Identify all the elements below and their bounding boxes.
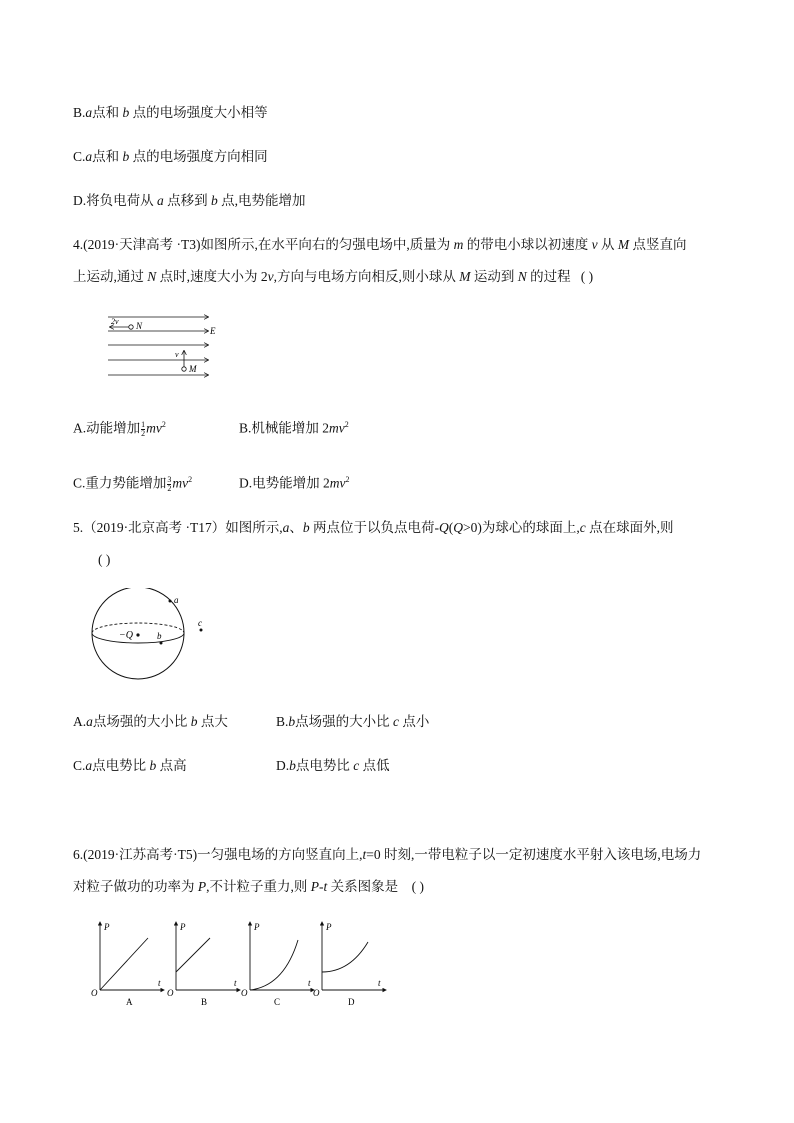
- label-c: c: [198, 618, 202, 628]
- var: b: [122, 149, 130, 164]
- text: 关系图象是: [330, 879, 399, 894]
- text: 4.(2019·天津高考 ·T3)如图所示,在水平向右的匀强电场中,质量为: [73, 237, 451, 252]
- charge-dot: [136, 633, 139, 636]
- q6-stem-line2: [73, 878, 424, 896]
- var: mv: [329, 420, 345, 436]
- curve-offset-parabola: [322, 942, 368, 972]
- label-m: M: [189, 364, 197, 374]
- q3-option-b: [73, 104, 268, 122]
- var: m: [453, 237, 464, 252]
- label-2v: 2v: [111, 317, 119, 326]
- ball-m: [182, 367, 186, 371]
- label-n: N: [136, 321, 143, 331]
- q5-sphere-figure: [86, 588, 216, 684]
- fraction-three-halves: [167, 476, 171, 493]
- text: 从: [600, 237, 615, 252]
- text: A.动能增加: [73, 420, 141, 436]
- label-o: O: [313, 988, 320, 998]
- text: -: [319, 879, 324, 894]
- var: P: [310, 879, 319, 894]
- q5-option-b: [276, 713, 429, 731]
- label-t: t: [234, 978, 237, 988]
- var: b: [190, 714, 198, 729]
- var: N: [147, 269, 157, 284]
- text: 点电势比: [295, 758, 350, 773]
- label-a: a: [174, 595, 179, 605]
- q6-stem-line1: [73, 846, 701, 864]
- var: c: [579, 520, 586, 535]
- text: 点场强的大小比: [92, 714, 188, 729]
- var: P: [197, 879, 207, 894]
- exponent: 2: [344, 420, 349, 429]
- text: >0)为球心的球面上,: [463, 520, 580, 535]
- q5-stem-line1: [73, 519, 673, 537]
- fraction-half: [141, 421, 145, 438]
- exponent: 2: [345, 475, 350, 484]
- var: b: [122, 105, 130, 120]
- label-t: t: [308, 978, 311, 988]
- equator-back: [92, 623, 184, 633]
- q3-option-d: [73, 192, 306, 210]
- text: 点在球面外,则: [589, 520, 674, 535]
- text: D.电势能增加 2: [239, 475, 330, 491]
- var: c: [393, 714, 400, 729]
- var: b: [149, 758, 157, 773]
- q5-answer-blank: ( ): [98, 552, 111, 567]
- text: 对粒子做功的功率为: [73, 879, 195, 894]
- ball-n: [129, 325, 133, 329]
- text: D.将负电荷从: [73, 193, 154, 208]
- text: 点移到: [167, 193, 208, 208]
- text: B.: [73, 105, 86, 120]
- label-p: P: [104, 922, 110, 932]
- text: 运动到: [473, 269, 515, 284]
- var: v: [267, 269, 274, 284]
- var: b: [289, 758, 296, 773]
- numerator: 1: [141, 419, 146, 429]
- exponent: 2: [188, 475, 193, 484]
- text: 点低: [362, 758, 390, 773]
- var: N: [517, 269, 527, 284]
- text: A.: [73, 714, 87, 729]
- var: mv: [172, 475, 189, 491]
- label-v: v: [175, 350, 179, 359]
- label-neg-q: −Q: [119, 630, 133, 641]
- q6-graph-options: [88, 916, 388, 1008]
- text: 上运动,通过: [73, 269, 144, 284]
- graph-letter: D: [348, 997, 355, 1007]
- text: 点大: [200, 714, 228, 729]
- point-a: [169, 600, 172, 603]
- text: B.: [276, 714, 289, 729]
- var: Q: [453, 520, 463, 535]
- text: 点高: [159, 758, 187, 773]
- q4-option-c: [73, 471, 192, 493]
- var: a: [86, 714, 93, 729]
- graph-a: [91, 922, 164, 1007]
- graph-letter: A: [126, 997, 133, 1007]
- label-b: b: [157, 631, 162, 641]
- label-p: P: [326, 922, 332, 932]
- exponent: 2: [161, 420, 166, 429]
- label-o: O: [167, 988, 174, 998]
- q5-option-c: [73, 757, 187, 775]
- var: a: [85, 149, 93, 164]
- text: 点时,速度大小为 2: [159, 269, 268, 284]
- q4-option-b: [239, 416, 349, 438]
- label-o: O: [241, 988, 248, 998]
- graph-letter: B: [201, 997, 208, 1007]
- text: C.重力势能增加: [73, 475, 167, 491]
- var: mv: [329, 475, 346, 491]
- label-p: P: [254, 922, 260, 932]
- text: D.: [276, 758, 290, 773]
- graph-d: [313, 922, 386, 1007]
- text: 点和: [92, 105, 120, 120]
- text: B.机械能增加 2: [239, 420, 330, 436]
- var: a: [282, 520, 290, 535]
- text: 5.（2019·北京高考 ·T17）如图所示,: [73, 520, 283, 535]
- text: 、: [289, 520, 303, 535]
- text: ,方向与电场方向相反,则小球从: [273, 269, 456, 284]
- graph-letter: C: [274, 997, 281, 1007]
- graph-c: [241, 922, 314, 1007]
- q4-stem-line2: [73, 268, 593, 286]
- q4-field-figure: [100, 310, 230, 382]
- text: C.: [73, 758, 86, 773]
- var: b: [288, 714, 296, 729]
- text: 两点位于以负点电荷-: [313, 520, 439, 535]
- var: M: [617, 237, 630, 252]
- text: 点的电场强度大小相等: [132, 105, 268, 120]
- q4-option-a: [73, 416, 166, 438]
- label-e: E: [210, 326, 216, 336]
- var: mv: [146, 420, 162, 436]
- text: 点和: [92, 149, 120, 164]
- var: v: [591, 237, 598, 252]
- var: Q: [439, 520, 449, 535]
- label-p: P: [180, 922, 186, 932]
- var: b: [302, 520, 310, 535]
- var: a: [85, 758, 93, 773]
- curve-line: [176, 938, 210, 972]
- text: 点的电场强度方向相同: [132, 149, 268, 164]
- point-c: [200, 629, 203, 632]
- answer-blank: ( ): [411, 879, 425, 894]
- text: 的带电小球以初速度: [466, 237, 589, 252]
- point-b: [160, 642, 163, 645]
- denominator: 2: [141, 428, 146, 438]
- var: b: [211, 193, 218, 208]
- q4-option-d: [239, 471, 350, 493]
- denominator: 2: [167, 483, 172, 493]
- var: a: [157, 193, 164, 208]
- q3-option-c: [73, 148, 268, 166]
- text: 的过程: [530, 269, 571, 284]
- text: (: [448, 520, 454, 535]
- var: a: [85, 105, 93, 120]
- answer-blank: ( ): [580, 269, 594, 284]
- text: 点电势比: [92, 758, 147, 773]
- text: ,不计粒子重力,则: [206, 879, 308, 894]
- text: 点场强的大小比: [295, 714, 390, 729]
- var: M: [459, 269, 471, 284]
- q5-option-a: [73, 713, 228, 731]
- text: =0 时刻,一带电粒子以一定初速度水平射入该电场,电场力: [366, 847, 702, 862]
- var: c: [353, 758, 360, 773]
- numerator: 3: [167, 474, 172, 484]
- graph-b: [167, 922, 240, 1007]
- var: t: [362, 847, 367, 862]
- text: 点竖直向: [632, 237, 687, 252]
- var: t: [323, 879, 328, 894]
- curve-parabola: [250, 940, 298, 990]
- label-o: O: [91, 988, 98, 998]
- q4-stem-line1: [73, 236, 686, 254]
- text: C.: [73, 149, 86, 164]
- text: 点,电势能增加: [221, 193, 306, 208]
- label-t: t: [158, 978, 161, 988]
- label-t: t: [378, 978, 381, 988]
- curve-line: [100, 938, 148, 990]
- q5-option-d: [276, 757, 390, 775]
- text: 点小: [402, 714, 430, 729]
- text: 6.(2019·江苏高考·T5)一匀强电场的方向竖直向上,: [73, 847, 363, 862]
